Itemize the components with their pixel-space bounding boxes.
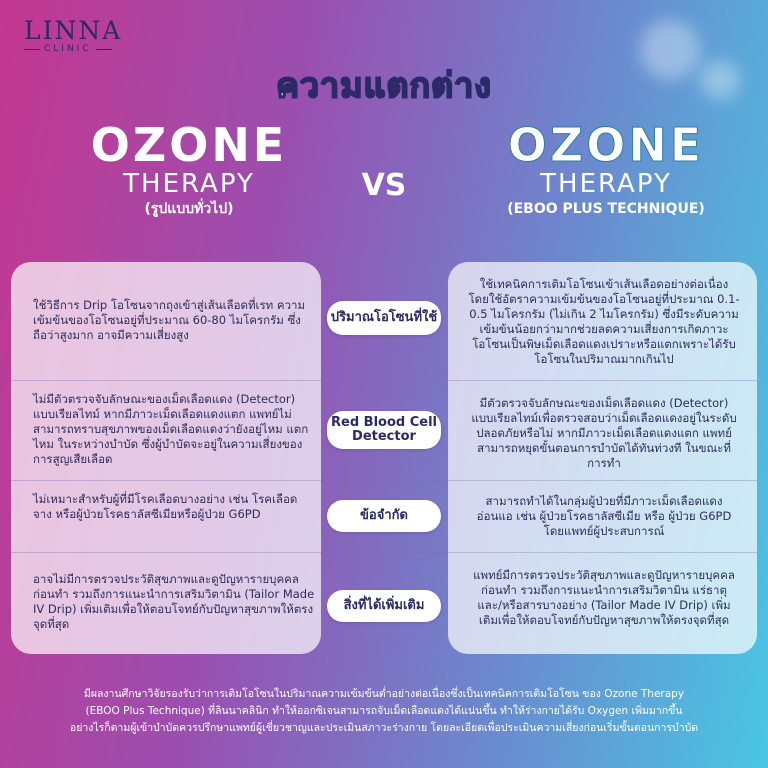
footer-line: มีผลงานศึกษาวิจัยรองรับว่าการเติมโอโซนในปริมาณความเข้มข้นต่ำอย่างต่อเนื่องซึ่งเป็นเทคนิคการเติมโอโซน ของ Ozone Therapy xyxy=(83,688,685,700)
row-4-left-text: อาจไม่มีการตรวจประวัติสุขภาพและดูปัญหารายบุคคลก่อนทำ รวมถึงการแนะนำการเสริมวิตามิน (Tailor Made IV Drip) เพิ่มเติมเพื่อให้ตอบโจทย์กับปัญหาสุขภาพให้ตรงจุดที่สุด xyxy=(33,572,315,631)
row-2-right-text: มีตัวตรวจจับลักษณะของเม็ดเลือดแดง (Detector) แบบเรียลไทม์เพื่อตรวจสอบว่าเม็ดเลือดแดงอยู่ในระดับปลอดภัยหรือไม่ หากมีภาวะเม็ดเลือดแดงแตก แพทย์สามารถหยุดขั้นตอนการบำบัดได้ทันท่วงที ในขณะที่การทำ xyxy=(471,396,737,470)
page-title: ความแตกต่าง xyxy=(276,66,492,106)
row-divider xyxy=(11,380,757,381)
row-3-label: ข้อจำกัด xyxy=(327,500,441,532)
right-column-header xyxy=(476,120,736,220)
left-column-header xyxy=(54,120,324,220)
footer-line: อย่างไรก็ตามผู้เข้าบำบัดควรปรึกษาแพทย์ผู้เชี่ยวชาญและประเมินสภาวะร่างกาย โดยละเอียดเพื่อประเมินความเสี่ยงก่อนเริ่มขั้นตอนการบำบัด xyxy=(69,722,699,734)
brand-sub: CLINIC xyxy=(24,44,122,54)
left-header-note: (รูปแบบทั่วไป) xyxy=(144,201,234,217)
left-header-sub: THERAPY xyxy=(123,169,255,199)
row-4-right-text: แพทย์มีการตรวจประวัติสุขภาพและดูปัญหารายบุคคลก่อนทำ รวมถึงการแนะนำการเสริมวิตามิน แร่ธาตุ และ/หรือสารบางอย่าง (Tailor Made IV Drip) เพิ่มเติมเพื่อให้ตอบโจทย์กับปัญหาสุขภาพให้ตรงจุดที่สุด xyxy=(473,568,735,627)
row-3-left-text: ไม่เหมาะสำหรับผู้ที่มีโรคเลือดบางอย่าง เช่น โรคเลือดจาง หรือผู้ป่วยโรคธาลัสซีเมียหรือผู้ป่วย G6PD xyxy=(33,492,298,521)
row-divider xyxy=(11,552,757,553)
row-divider xyxy=(11,480,757,481)
row-1-left-text: ใช้วิธีการ Drip โอโซนจากถุงเข้าสู่เส้นเลือดที่เรท ความเข้มข้นของโอโซนอยู่ที่ประมาณ 60-80 ไมโครกรัม ซึ่งถือว่าสูงมาก อาจมีความเสี่ยงสูง xyxy=(33,298,306,342)
row-2-label: Red Blood Cell Detector xyxy=(327,411,441,449)
row-2-left-text: ไม่มีตัวตรวจจับลักษณะของเม็ดเลือดแดง (Detector) แบบเรียลไทม์ หากมีภาวะเม็ดเลือดแดงแตก แพทย์ไม่สามารถทราบสุขภาพของเม็ดเลือดแดงว่ายังอยู่ไหม แตกไหม ในระหว่างบำบัด ซึ่งผู้บำบัดจะอยู่ในความเสี่ยงของการสูญเสียเลือด xyxy=(33,392,309,466)
left-header-word: OZONE xyxy=(90,118,288,172)
brand-logo xyxy=(24,18,122,54)
brand-name: LINNA xyxy=(24,16,123,45)
row-1-right-text: ใช้เทคนิคการเติมโอโซนเข้าเส้นเลือดอย่างต่อเนื่อง โดยใช้อัตราความเข้มข้นของโอโซนอยู่ที่ประมาณ 0.1-0.5 ไมโครกรัม (ไม่เกิน 2 ไมโครกรัม) ซึ่งมีระดับความเข้มข้นน้อยกว่ามากช่วยลดความเสี่ยงการเกิดภาวะโอโซนเป็นพิษเม็ดเลือดแดงเปราะหรือแตกเพราะได้รับโอโซนในปริมาณมากเกินไป xyxy=(468,277,740,366)
row-4-label: สิ่งที่ได้เพิ่มเติม xyxy=(327,590,441,622)
right-header-sub: THERAPY xyxy=(540,169,672,199)
vs-label: VS xyxy=(361,168,407,203)
row-3-right-text: สามารถทำได้ในกลุ่มผู้ป่วยที่มีภาวะเม็ดเลือดแดงอ่อนแอ เช่น ผู้ป่วยโรคธาลัสซีเมีย หรือ ผู้ป่วย G6PD โดยแพทย์ผู้ประสบการณ์ xyxy=(476,494,732,538)
footer-note xyxy=(40,686,728,737)
footer-line: (EBOO Plus Technique) ที่ลินนาคลินิก ทำให้ออกซิเจนสามารถจับเม็ดเลือดแดงได้แน่นขึ้น ทำให้ร่างกายได้รับ Oxygen เพิ่มมากขึ้น xyxy=(85,705,683,717)
row-1-label: ปริมาณโอโซนที่ใช้ xyxy=(327,301,441,335)
right-header-word: OZONE xyxy=(507,118,705,172)
right-header-note: (EBOO PLUS TECHNIQUE) xyxy=(507,201,705,217)
